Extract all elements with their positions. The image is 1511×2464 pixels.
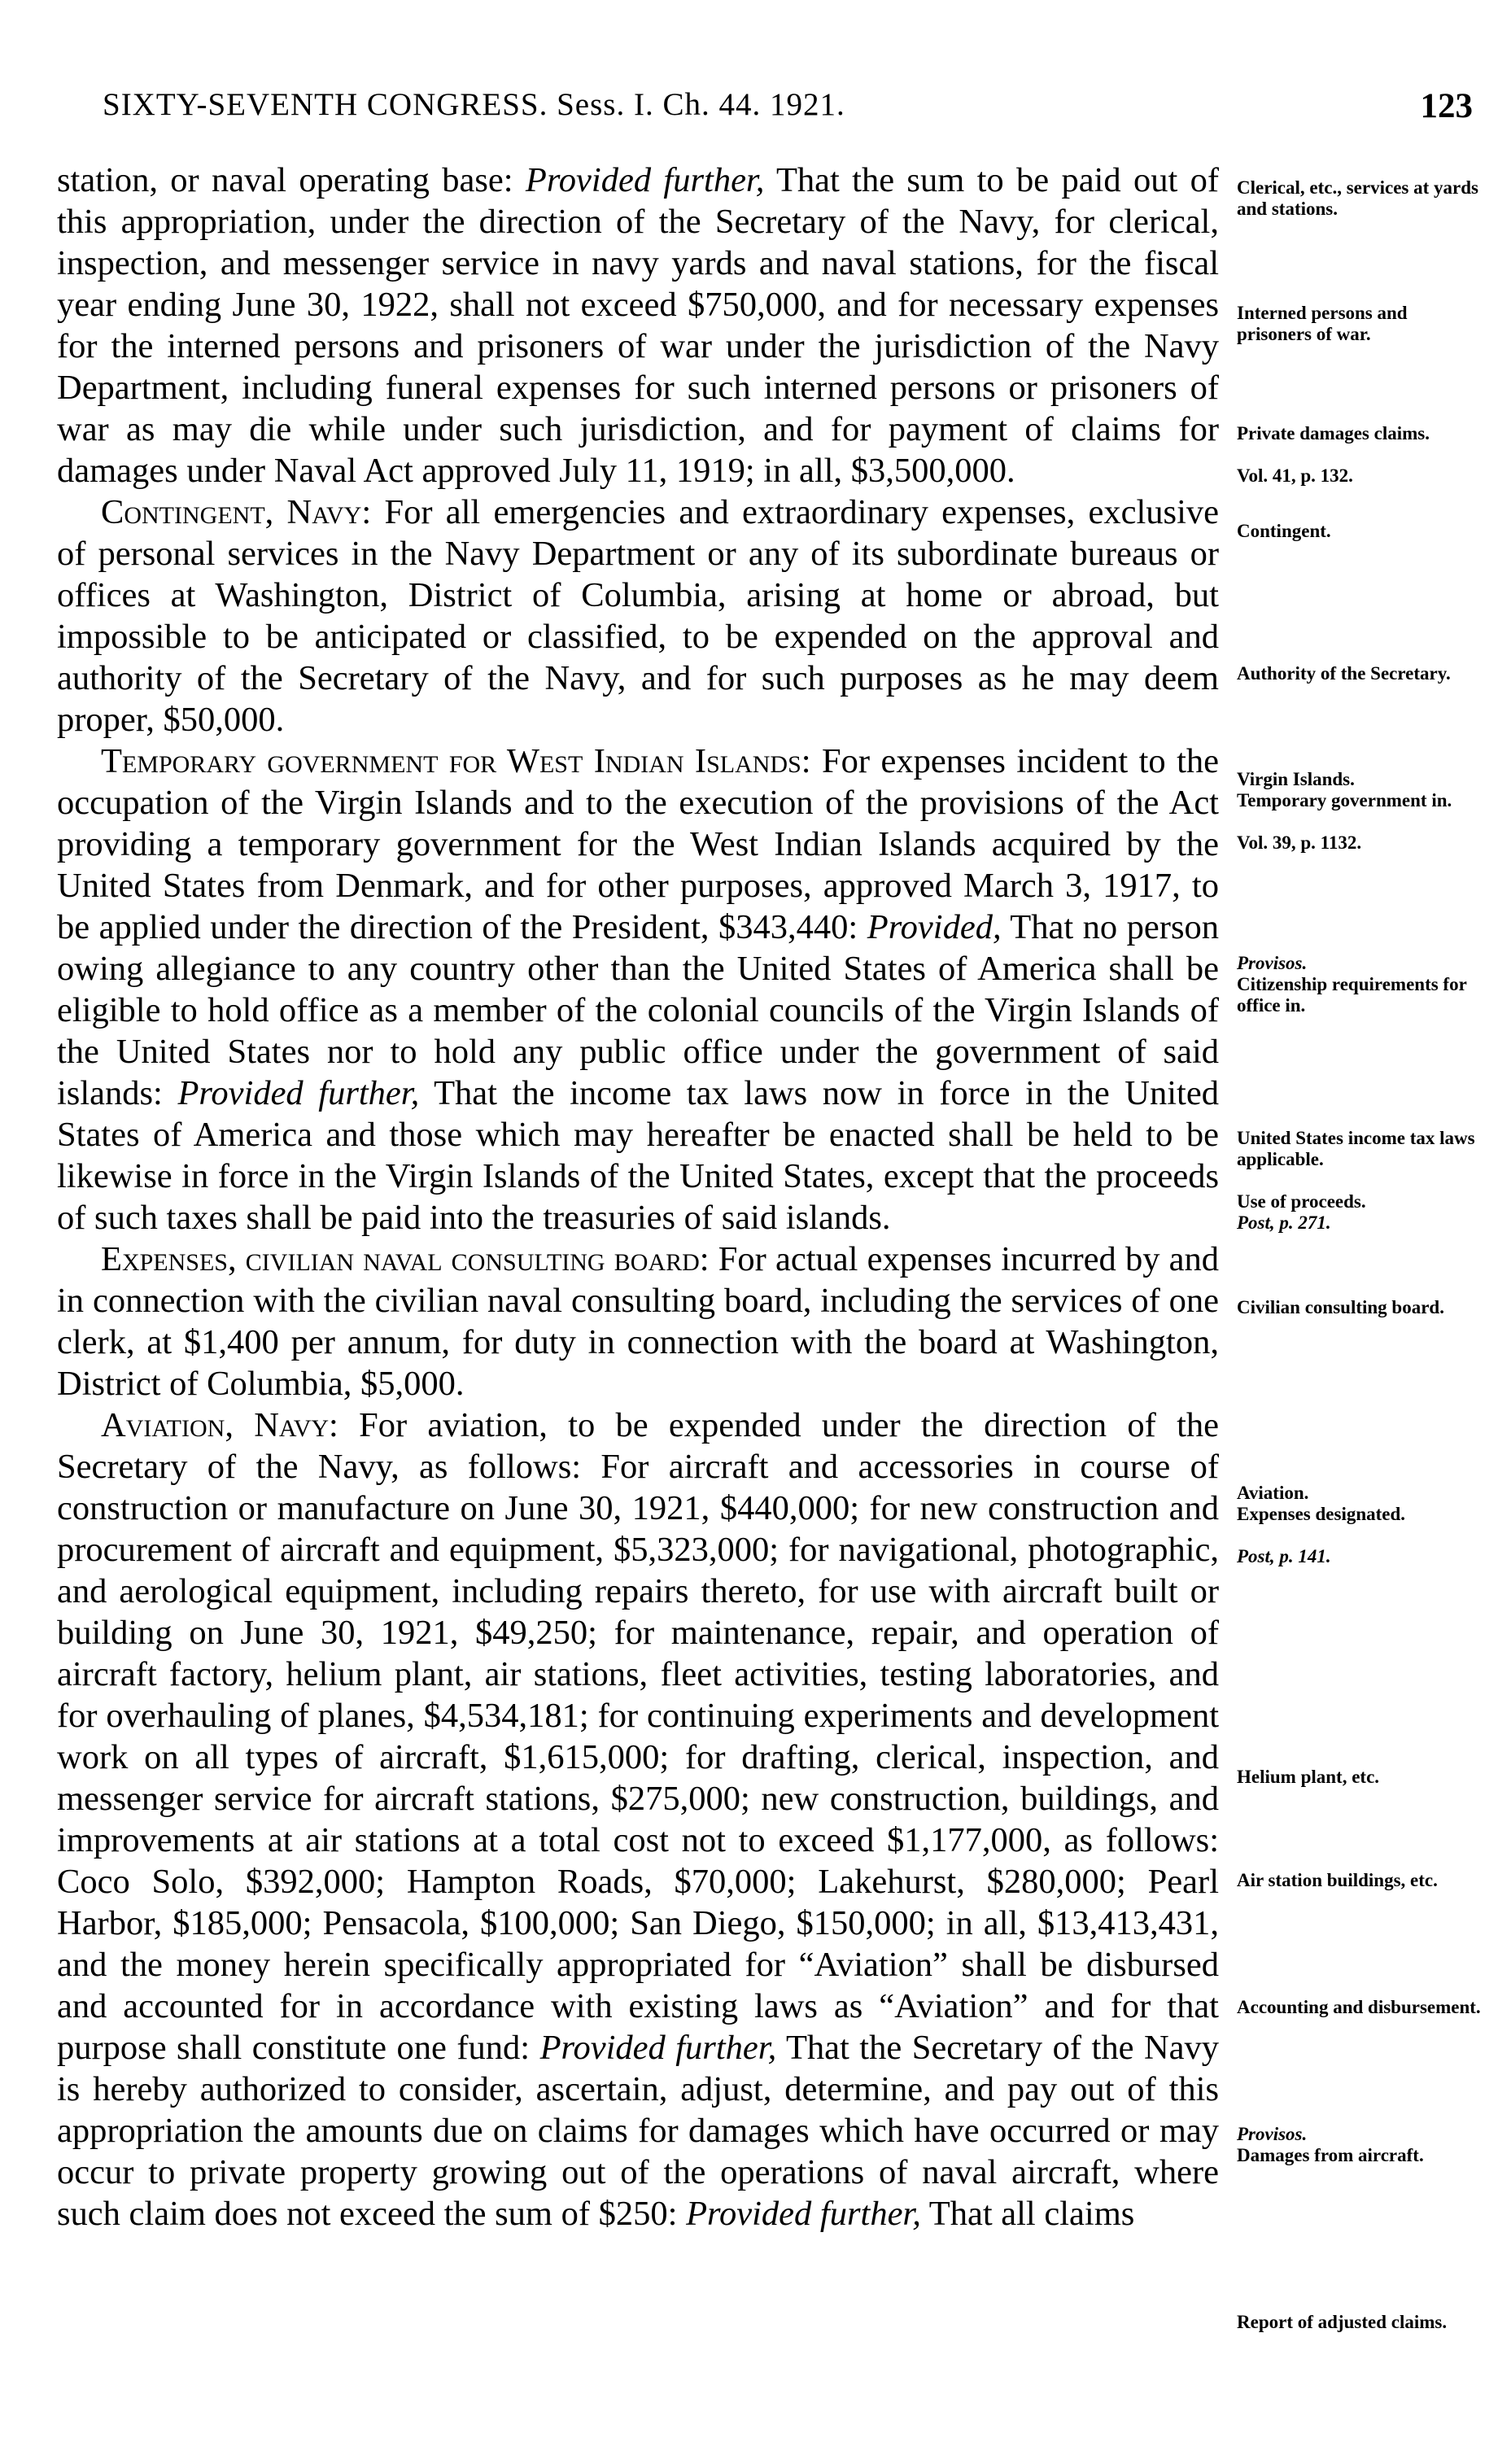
margin-note: Interned persons and prisoners of war. — [1237, 303, 1408, 344]
statute-body — [57, 159, 1219, 2235]
margin-note: Post, p. 271. — [1237, 1212, 1331, 1233]
running-title: SIXTY-SEVENTH CONGRESS. Sess. I. Ch. 44. 1921. — [103, 87, 845, 122]
margin-note: Helium plant, etc. — [1237, 1767, 1380, 1787]
paragraph-civilian-board: Expenses, civilian naval consulting board: For actual expenses incurred by and in connection with the civilian naval consulting board, including the services of one clerk, at $1,400 per annum, for duty in connection with the board at Washington, District of Columbia, $5,000. — [57, 1240, 1219, 1403]
margin-note: Authority of the Secretary. — [1237, 663, 1451, 684]
margin-note: Temporary government in. — [1237, 790, 1452, 810]
margin-note: Post, p. 141. — [1237, 1546, 1331, 1566]
paragraph-aviation-navy: Aviation, Navy: For aviation, to be expended under the direction of the Secretary of the Navy, as follows: For aircraft and accessories in course of construction or manufacture on June 30, 1921, $440,000; for new construction and procurement of aircraft and equipment, $5,323,000; for navigational, photographic, and aerological equipment, including repairs thereto, for use with aircraft built or building on June 30, 1921, $49,250; for maintenance, repair, and operation of aircraft factory, helium plant, air stations, fleet activities, testing laboratories, and for overhauling of planes, $4,534,181; for continuing experiments and development work on all types of aircraft, $1,615,000; for drafting, clerical, inspection, and messenger service for aircraft stations, $275,000; new construction, buildings, and improvements at air stations at a total cost not to exceed $1,177,000, as follows: Coco Solo, $392,000; Hampton Roads, $70,000; Lakehurst, $280,000; Pearl Harbor, $185,000; Pensacola, $100,000; San Diego, $150,000; in all, $13,413,431, and the money herein specifically appropriated for “Aviation” shall be disbursed and accounted for in accordance with existing laws as “Aviation” and for that purpose shall constitute one fund: Provided further, That the Secretary of the Navy is hereby authorized to consider, ascertain, adjust, determine, and pay out of this appropriation the amounts due on claims for damages which have occurred or may occur to private property growing out of the operations of naval aircraft, where such claim does not exceed the sum of $250: Provided further, That all claims — [57, 1406, 1219, 2233]
section-heading: Contingent, Navy: — [101, 493, 372, 531]
margin-note: Citizenship requirements for office in. — [1237, 974, 1467, 1016]
margin-note: Use of proceeds. — [1237, 1191, 1366, 1212]
margin-note: Expenses designated. — [1237, 1504, 1406, 1524]
margin-note: Contingent. — [1237, 521, 1331, 541]
margin-note: Damages from aircraft. — [1237, 2145, 1424, 2165]
margin-note: Report of adjusted claims. — [1237, 2312, 1448, 2332]
running-header — [57, 86, 1473, 135]
margin-note: Provisos. — [1237, 953, 1308, 973]
margin-note: United States income tax laws applicable. — [1237, 1128, 1475, 1169]
margin-note: Civilian consulting board. — [1237, 1297, 1444, 1317]
margin-note: Provisos. — [1237, 2124, 1308, 2144]
section-heading: Temporary government for West Indian Islands: — [101, 742, 811, 780]
margin-note: Air station buildings, etc. — [1237, 1870, 1438, 1890]
margin-note: Clerical, etc., services at yards and stations. — [1237, 177, 1478, 219]
page-number: 123 — [1420, 87, 1473, 125]
paragraph-naval-stations: station, or naval operating base: Provided further, That the sum to be paid out of this appropriation, under the direction of the Secretary of the Navy, for clerical, inspection, and messenger service in navy yards and naval stations, for the fiscal year ending June 30, 1922, shall not exceed $750,000, and for necessary expenses for the interned persons and prisoners of war under the jurisdiction of the Navy Department, including funeral expenses for such interned persons or prisoners of war as may die while under such jurisdiction, and for payment of claims for damages under Naval Act approved July 11, 1919; in all, $3,500,000. — [57, 161, 1219, 490]
margin-note: Aviation. — [1237, 1483, 1309, 1503]
margin-note: Virgin Islands. — [1237, 769, 1355, 789]
section-heading: Expenses, civilian naval consulting board: — [101, 1240, 710, 1278]
margin-note: Private damages claims. — [1237, 423, 1430, 443]
margin-note: Vol. 39, p. 1132. — [1237, 832, 1362, 853]
margin-note: Vol. 41, p. 132. — [1237, 465, 1353, 486]
paragraph-contingent-navy: Contingent, Navy: For all emergencies and extraordinary expenses, exclusive of personal services in the Navy Department or any of its subordinate bureaus or offices at Washington, District of Columbia, arising at home or abroad, but impossible to be anticipated or classified, to be expended on the approval and authority of the Secretary of the Navy, and for such purposes as he may deem proper, $50,000. — [57, 493, 1219, 739]
margin-note: Accounting and disbursement. — [1237, 1997, 1481, 2017]
paragraph-west-indian-islands: Temporary government for West Indian Islands: For expenses incident to the occupation of the Virgin Islands and to the execution of the provisions of the Act providing a temporary government for the West Indian Islands acquired by the United States from Denmark, and for other purposes, approved March 3, 1917, to be applied under the direction of the President, $343,440: Provided, That no person owing allegiance to any country other than the United States of America shall be eligible to hold office as a member of the colonial councils of the Virgin Islands of the United States nor to hold any public office under the government of said islands: Provided further, That the income tax laws now in force in the United States of America and those which may hereafter be enacted shall be held to be likewise in force in the Virgin Islands of the United States, except that the proceeds of such taxes shall be paid into the treasuries of said islands. — [57, 742, 1220, 1237]
section-heading: Aviation, Navy: — [101, 1406, 338, 1444]
